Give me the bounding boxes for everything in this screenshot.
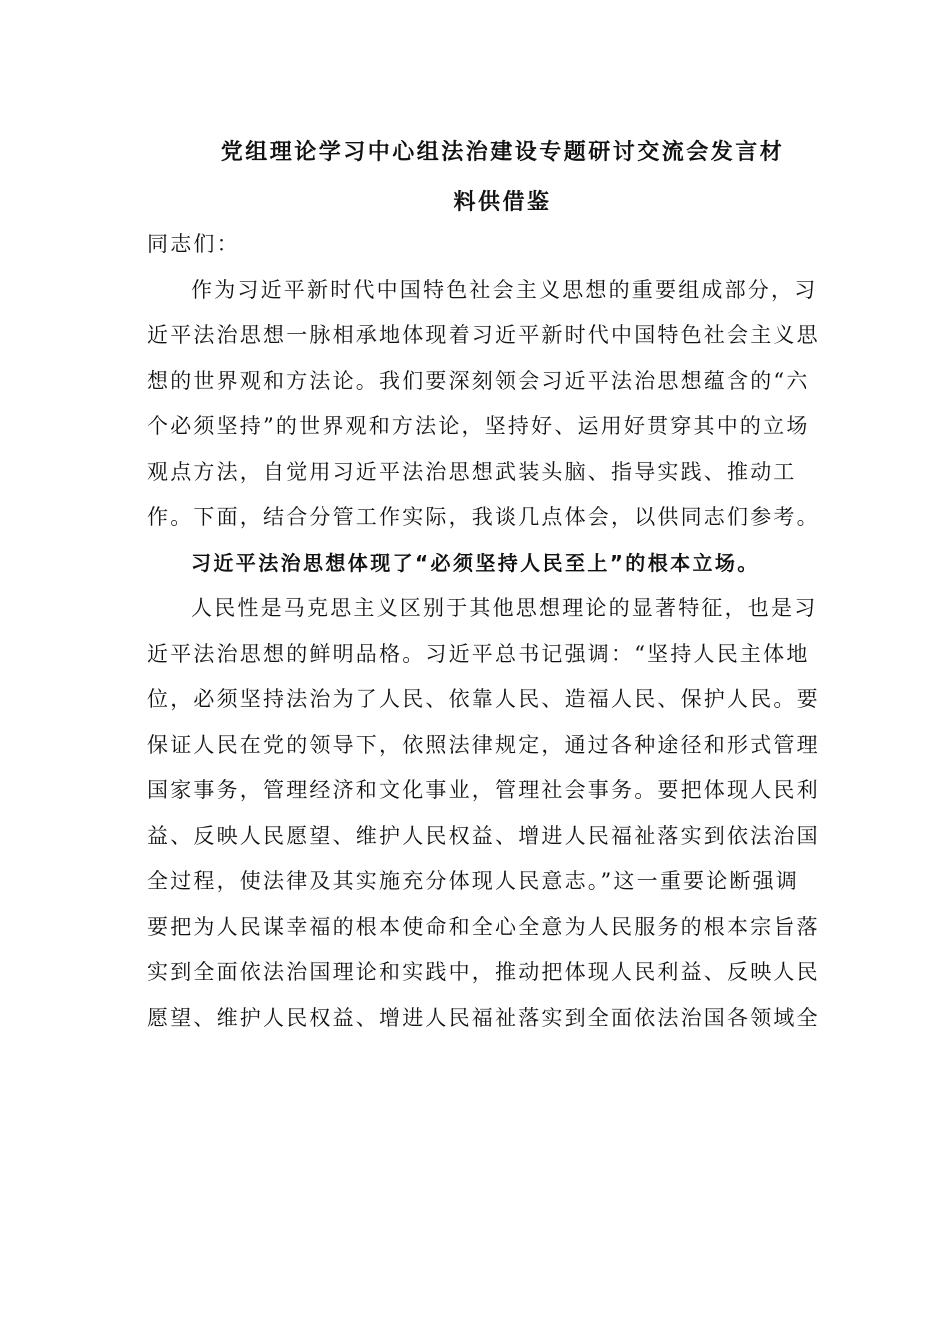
salutation [147,222,797,268]
paragraph-line: 益、反映人民愿望、维护人民权益、增进人民福祉落实到依法治国 [147,823,820,848]
paragraph-line: 近平法治思想一脉相承地体现着习近平新时代中国特色社会主义思 [147,323,820,347]
paragraph-line: 近平法治思想的鲜明品格。习近平总书记强调：“坚持人民主体地 [147,641,810,666]
paragraph-line: 愿望、维护人民权益、增进人民福祉落实到全面依法治国各领域全 [147,1005,820,1030]
paragraph-line: 实到全面依法治国理论和实践中，推动把体现人民利益、反映人民 [147,960,820,984]
paragraph-line: 人民性是马克思主义区别于其他思想理论的显著特征，也是习 [191,596,818,620]
paragraph-line: 作。下面，结合分管工作实际，我谈几点体会，以供同志们参考。 [147,505,820,529]
paragraph-line: 国家事务，管理经济和文化事业，管理社会事务。要把体现人民利 [147,778,820,802]
paragraph-line: 全过程，使法律及其实施充分体现人民意志。”这一重要论断强调 [147,869,800,893]
paragraph-line: 要把为人民谋幸福的根本使命和全心全意为人民服务的根本宗旨落 [147,914,820,939]
title-line: 料供借鉴 [453,190,552,215]
paragraph-intro [147,268,820,541]
paragraph-line: 想的世界观和方法论。我们要深刻领会习近平法治思想蕴含的“六 [147,368,810,393]
paragraph-line: 作为习近平新时代中国特色社会主义思想的重要组成部分，习 [191,277,818,302]
document-title [205,128,800,228]
paragraph-people-centered [147,586,820,1041]
paragraph-line: 个必须坚持”的世界观和方法论，坚持好、运用好贯穿其中的立场 [147,414,810,438]
paragraph-line: 观点方法，自觉用习近平法治思想武装头脑、指导实践、推动工 [147,459,797,484]
title-line: 党组理论学习中心组法治建设专题研讨交流会发言材 [220,140,785,165]
section-heading [147,541,797,587]
salutation-text: 同志们： [147,232,240,256]
section-heading-text: 习近平法治思想体现了“必须坚持人民至上”的根本立场。 [191,550,760,575]
paragraph-line: 位，必须坚持法治为了人民、依靠人民、造福人民、保护人民。要 [147,687,820,711]
paragraph-line: 保证人民在党的领导下，依照法律规定，通过各种途径和形式管理 [147,732,820,757]
document-body [147,222,820,1041]
